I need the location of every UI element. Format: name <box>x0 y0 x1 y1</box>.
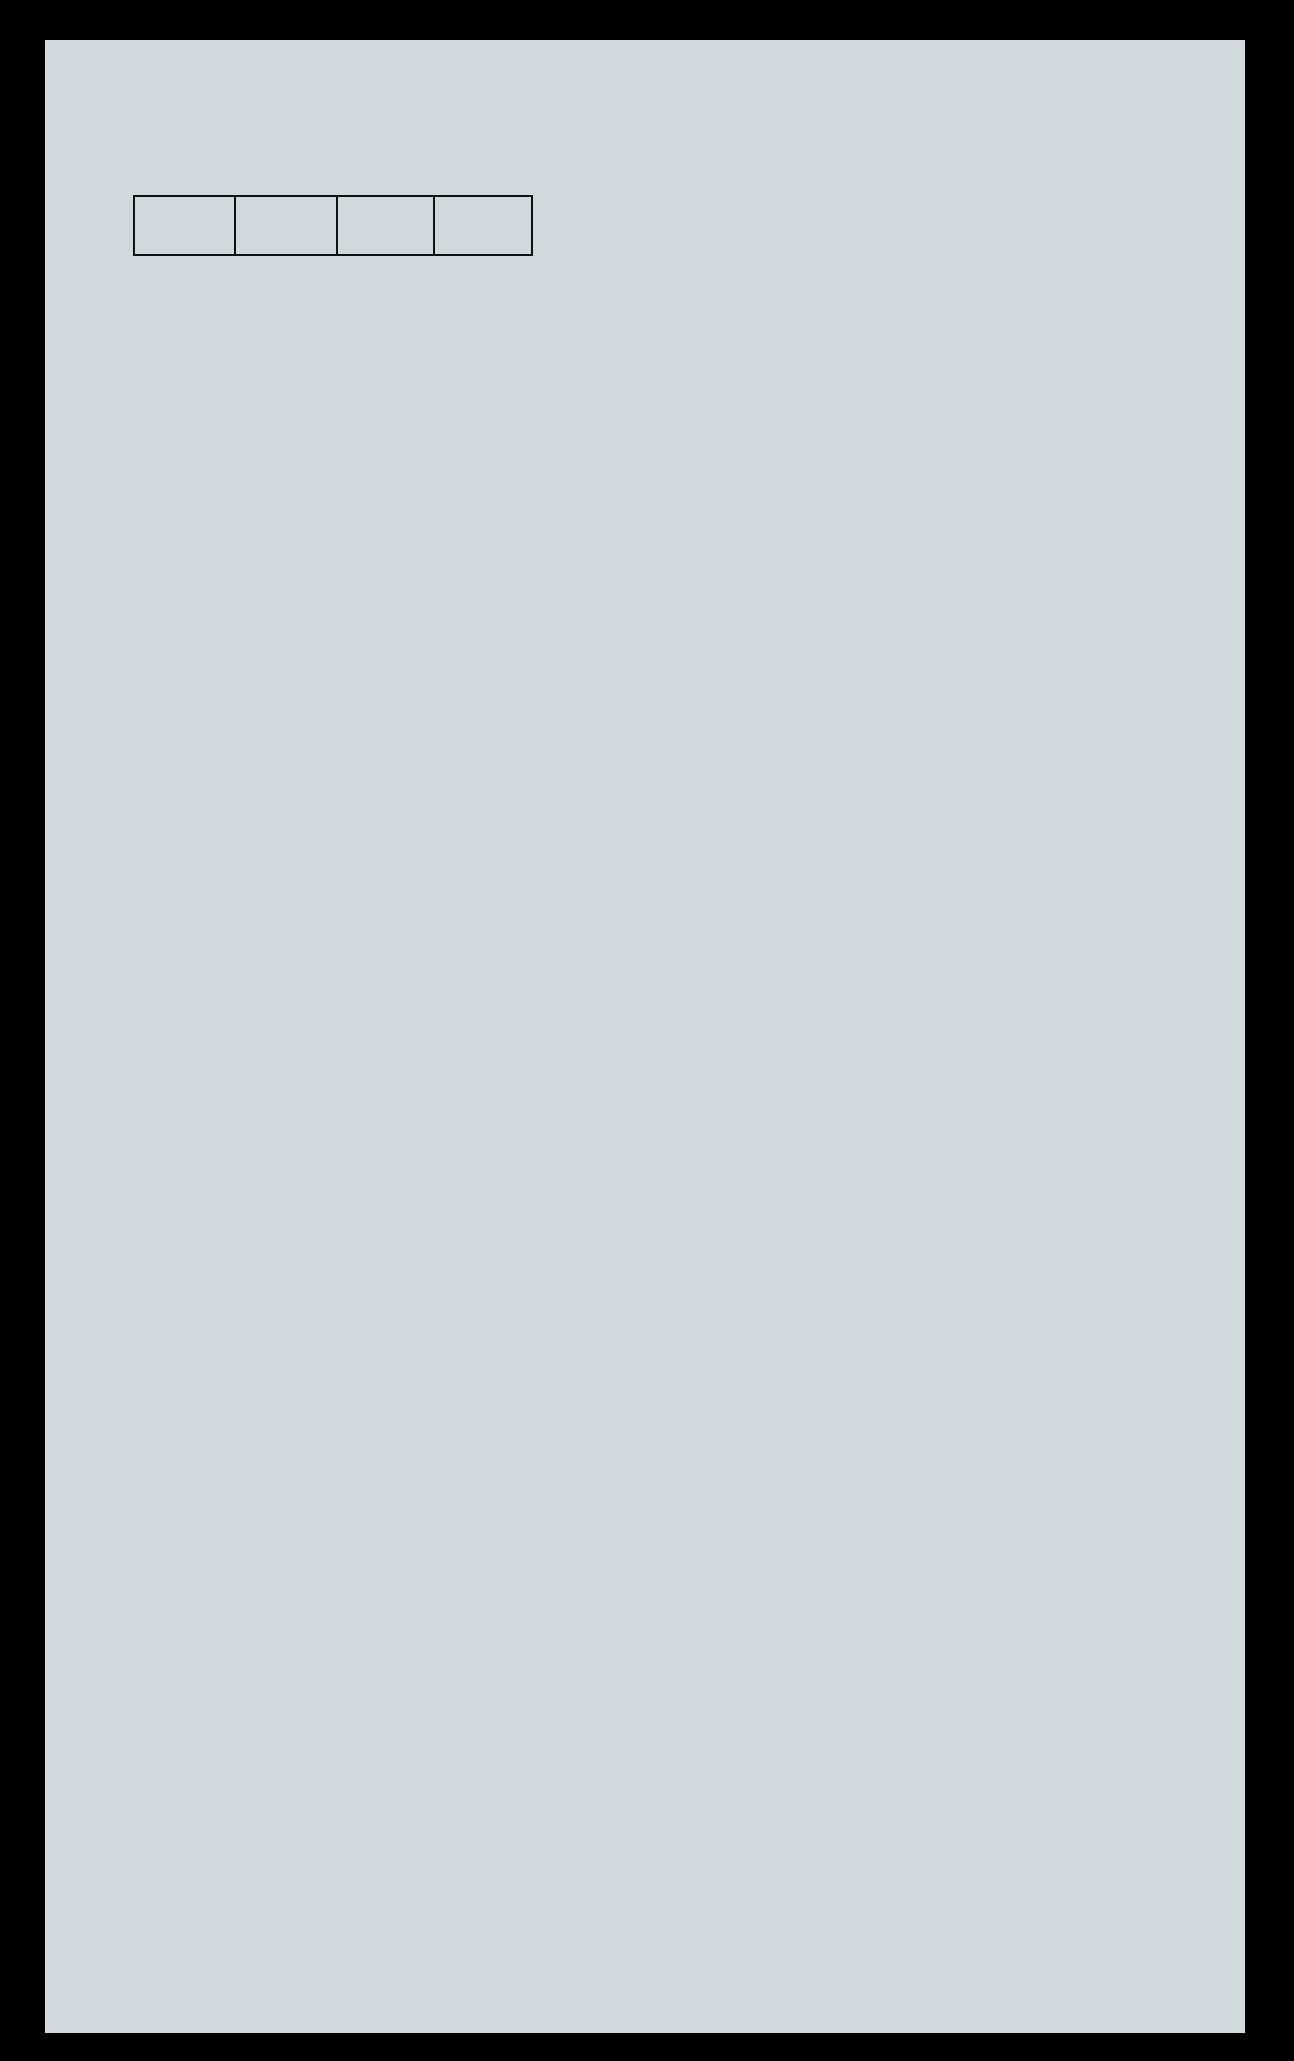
ref-year <box>135 197 236 254</box>
ref-series <box>236 197 337 254</box>
reference-number-box <box>133 195 533 256</box>
document-sheet <box>45 40 1245 2033</box>
ref-empty-cell <box>435 197 531 254</box>
ref-number <box>338 197 436 254</box>
